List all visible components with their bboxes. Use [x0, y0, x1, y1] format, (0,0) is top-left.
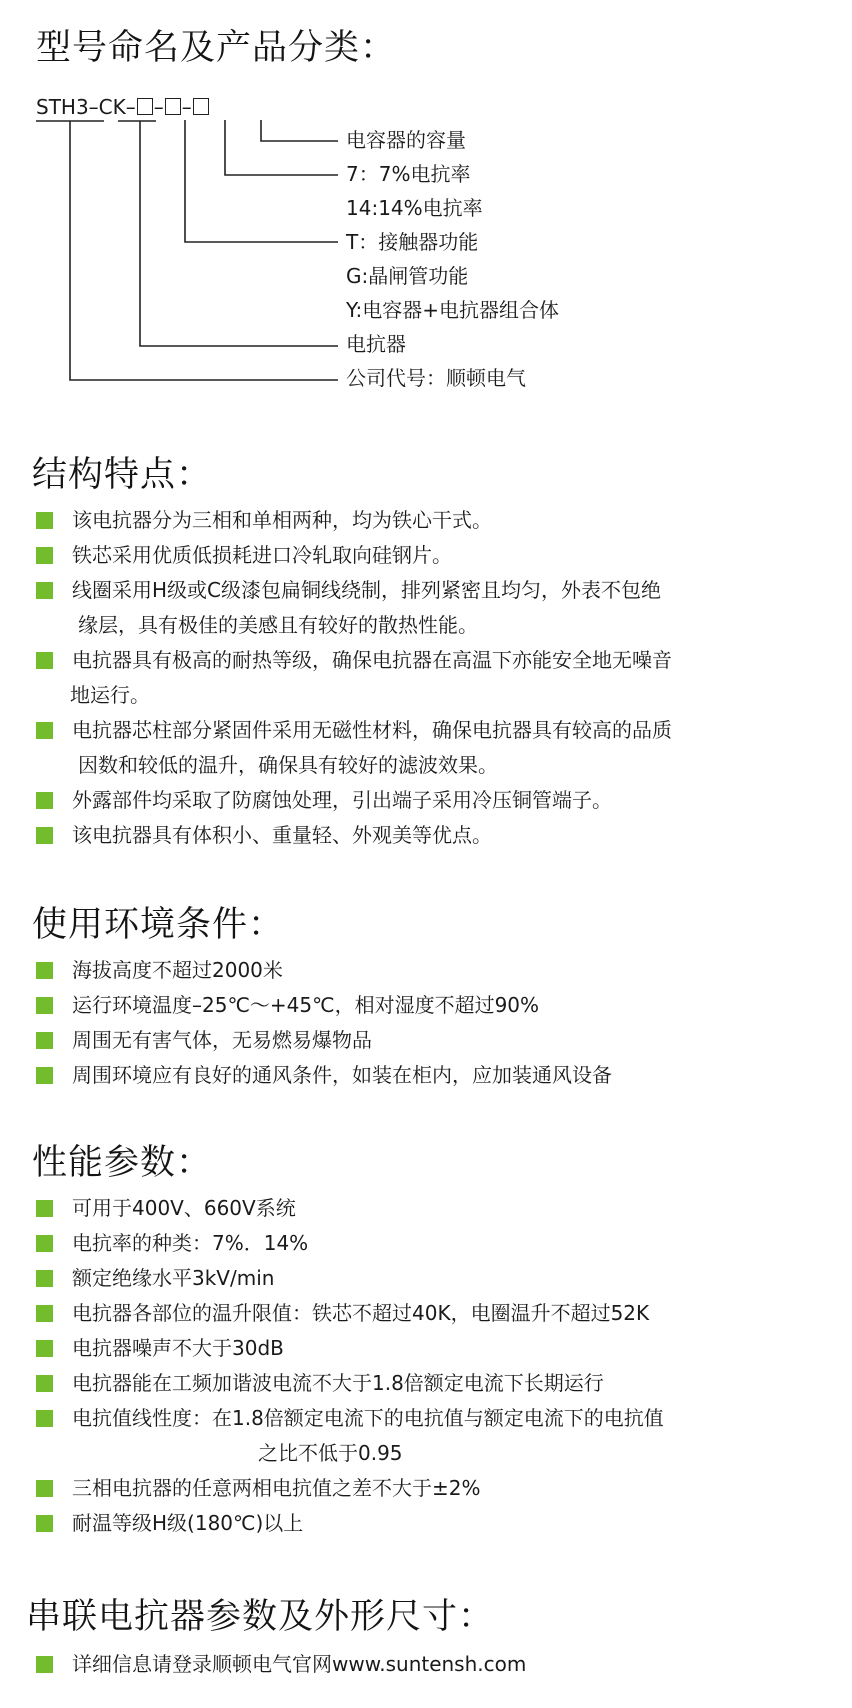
list-item: 海拔高度不超过2000米	[36, 953, 846, 988]
bullet-square-icon	[36, 1340, 53, 1357]
model-code-prefix: STH3–CK–	[36, 95, 136, 119]
bullet-square-icon	[36, 1410, 53, 1427]
legend-reactance-14: 14:14%电抗率	[346, 196, 483, 220]
bullet-square-icon	[36, 1270, 53, 1287]
list-item: 该电抗器分为三相和单相两种，均为铁心干式。	[36, 503, 846, 538]
performance-section-title: 性能参数：	[32, 1143, 213, 1183]
model-code-separator: –	[181, 95, 192, 119]
bullet-square-icon	[36, 792, 53, 809]
environment-section-title: 使用环境条件：	[32, 905, 285, 945]
bullet-square-icon	[36, 652, 53, 669]
bullet-square-icon	[36, 1200, 53, 1217]
model-section-title: 型号命名及产品分类：	[36, 28, 397, 68]
bullet-square-icon	[36, 1032, 53, 1049]
bullet-square-icon	[36, 1235, 53, 1252]
function-placeholder-box	[193, 98, 209, 115]
list-item: 三相电抗器的任意两相电抗值之差不大于±2%	[36, 1471, 846, 1506]
list-item: 电抗值线性度：在1.8倍额定电流下的电抗值与额定电流下的电抗值 之比不低于0.95	[36, 1401, 846, 1471]
list-item: 电抗率的种类：7%．14%	[36, 1226, 846, 1261]
environment-list	[36, 953, 846, 1093]
bullet-square-icon	[36, 962, 53, 979]
list-item: 电抗器具有极高的耐热等级，确保电抗器在高温下亦能安全地无噪音 地运行。	[36, 643, 846, 713]
list-item: 可用于400V、660V系统	[36, 1191, 846, 1226]
connector-reactance-rate	[225, 120, 338, 175]
list-item: 电抗器能在工频加谐波电流不大于1.8倍额定电流下长期运行	[36, 1366, 846, 1401]
connector-reactor	[140, 121, 338, 346]
legend-company: 公司代号：顺顿电气	[346, 366, 526, 390]
bullet-square-icon	[36, 722, 53, 739]
bullet-square-icon	[36, 1515, 53, 1532]
legend-capacity: 电容器的容量	[346, 128, 466, 152]
bullet-square-icon	[36, 1305, 53, 1322]
model-code-separator: –	[153, 95, 164, 119]
legend-combination: Y:电容器+电抗器组合体	[346, 298, 560, 322]
structure-list	[36, 503, 846, 853]
connector-company	[70, 121, 338, 380]
bullet-square-icon	[36, 1067, 53, 1084]
bullet-square-icon	[36, 547, 53, 564]
reactance-rate-placeholder-box	[165, 98, 181, 115]
list-item	[36, 1647, 846, 1682]
website-info: 详细信息请登录顺顿电气官网www.suntensh.com	[72, 1652, 527, 1676]
bullet-square-icon	[36, 1480, 53, 1497]
legend-thyristor: G:晶闸管功能	[346, 264, 469, 288]
list-item: 电抗器芯柱部分紧固件采用无磁性材料，确保电抗器具有较高的品质 因数和较低的温升，确保具有较好的滤波效果。	[36, 713, 846, 783]
legend-contactor: T：接触器功能	[346, 230, 479, 254]
bullet-square-icon	[36, 582, 53, 599]
list-item: 线圈采用H级或C级漆包扁铜线绕制，排列紧密且均匀，外表不包绝 缘层，具有极佳的美感且有较好的散热性能。	[36, 573, 846, 643]
bullet-square-icon	[36, 997, 53, 1014]
connector-function	[185, 120, 338, 242]
list-item: 铁芯采用优质低损耗进口冷轧取向硅钢片。	[36, 538, 846, 573]
list-item: 电抗器各部位的温升限值：铁芯不超过40K，电圈温升不超过52K	[36, 1296, 846, 1331]
legend-reactance-7: 7：7%电抗率	[346, 162, 471, 186]
connector-capacity	[261, 120, 338, 141]
dimension-section-title: 串联电抗器参数及外形尺寸：	[26, 1597, 495, 1637]
bullet-square-icon	[36, 512, 53, 529]
list-item: 周围环境应有良好的通风条件，如装在柜内，应加装通风设备	[36, 1058, 846, 1093]
capacity-placeholder-box	[137, 98, 153, 115]
bullet-square-icon	[36, 1375, 53, 1392]
list-item: 周围无有害气体，无易燃易爆物品	[36, 1023, 846, 1058]
list-item: 耐温等级H级(180℃)以上	[36, 1506, 846, 1541]
bullet-square-icon	[36, 827, 53, 844]
model-code	[36, 95, 210, 119]
performance-list	[36, 1191, 846, 1541]
list-item: 电抗器噪声不大于30dB	[36, 1331, 846, 1366]
list-item: 运行环境温度–25℃～+45℃，相对湿度不超过90%	[36, 988, 846, 1023]
legend-reactor: 电抗器	[346, 332, 406, 356]
list-item: 额定绝缘水平3kV/min	[36, 1261, 846, 1296]
dimension-list	[36, 1647, 846, 1682]
list-item: 外露部件均采取了防腐蚀处理，引出端子采用冷压铜管端子。	[36, 783, 846, 818]
structure-section-title: 结构特点：	[32, 455, 213, 495]
list-item: 该电抗器具有体积小、重量轻、外观美等优点。	[36, 818, 846, 853]
bullet-square-icon	[36, 1656, 53, 1673]
